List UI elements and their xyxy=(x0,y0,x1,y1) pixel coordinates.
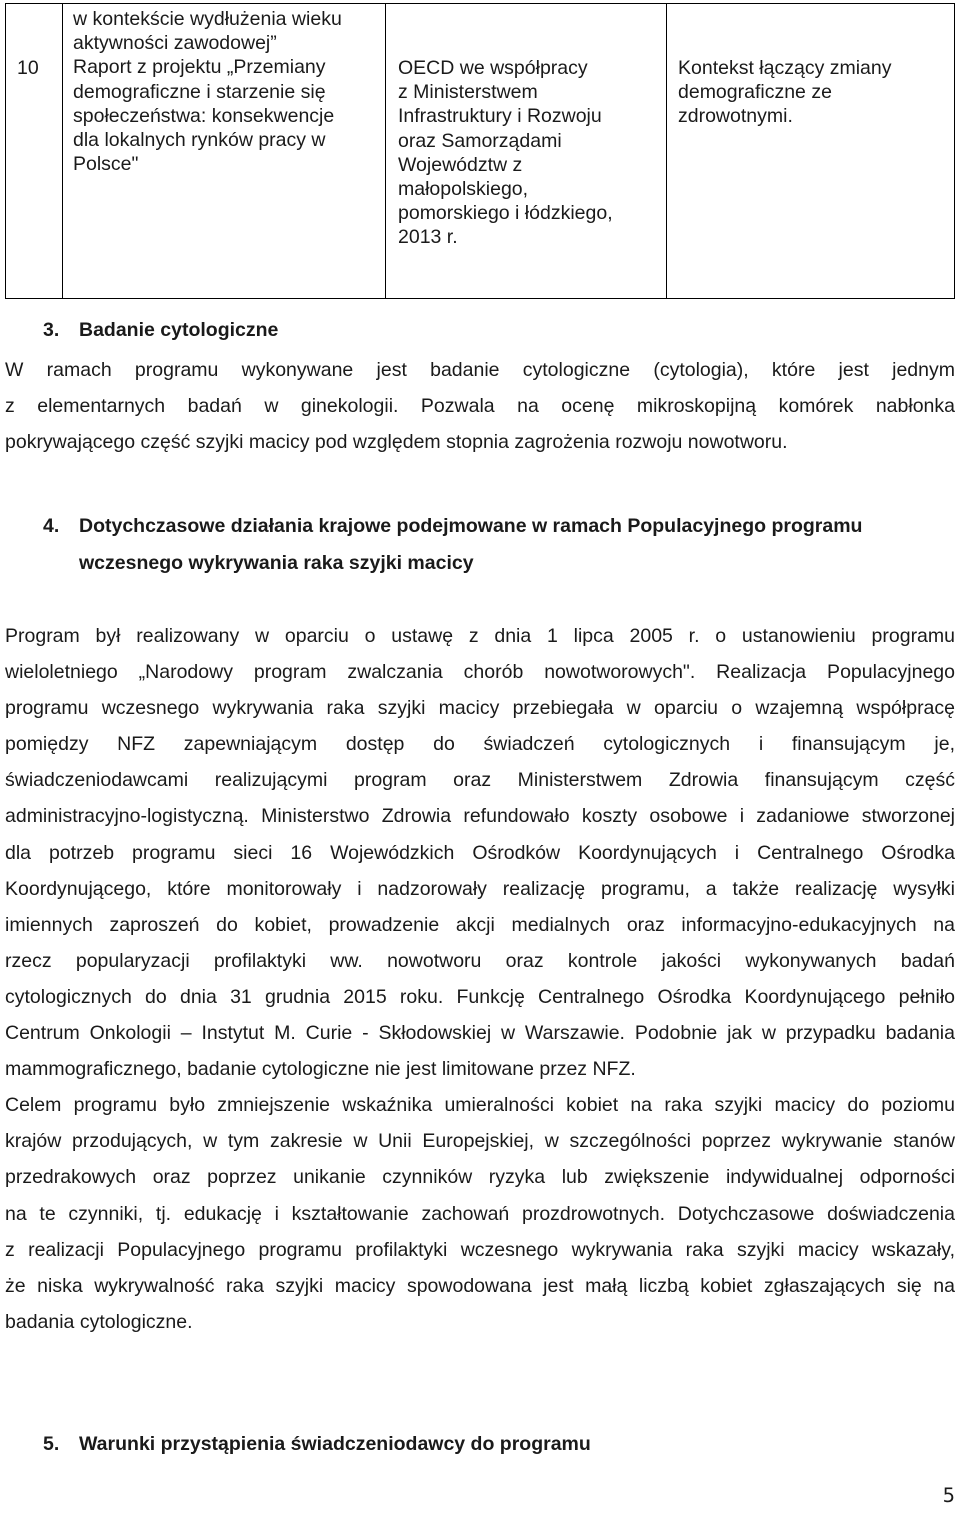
paragraph-line: świadczeniodawcami realizującymi program oraz Ministerstwem Zdrowia finansującym część xyxy=(5,769,955,792)
table-row xyxy=(6,4,955,299)
author-line: oraz Samorządami xyxy=(398,129,562,152)
paragraph-line: Program był realizowany w oparciu o ustawę z dnia 1 lipca 2005 r. o ustanowieniu programu xyxy=(5,625,955,647)
section-number: 5. xyxy=(43,1433,60,1455)
paragraph-line: imiennych zaproszeń do kobiet, prowadzenie akcji medialnych oraz informacyjno-edukacyjnych na xyxy=(5,913,955,936)
author-line: Województw z xyxy=(398,153,523,176)
title-line: społeczeństwa: konsekwencje xyxy=(73,104,335,127)
author-line: małopolskiego, xyxy=(398,178,529,201)
context-line: zdrowotnymi. xyxy=(678,105,793,128)
paragraph-line: wieloletniego „Narodowy program zwalczania chorób nowotworowych". Realizacja Populacyjnego xyxy=(5,661,955,684)
title-line: dla lokalnych rynków pracy w xyxy=(73,129,326,152)
section-5-heading xyxy=(43,1433,591,1456)
title-line: w kontekście wydłużenia wieku xyxy=(73,8,342,30)
title-line: Raport z projektu „Przemiany xyxy=(73,56,326,79)
paragraph-line: badania cytologiczne. xyxy=(5,1310,193,1333)
paragraph-line: Celem programu było zmniejszenie wskaźnika umieralności kobiet na raka szyjki macicy do poziomu xyxy=(5,1094,955,1117)
section-4-heading-continued xyxy=(79,552,474,575)
paragraph-line: przedrakowych oraz poprzez unikanie czynników ryzyka lub zwiększenie indywidualnej odporności xyxy=(5,1166,955,1189)
paragraph-line: z realizacji Populacyjnego programu profilaktyki wczesnego wykrywania raka szyjki macicy wskazały, xyxy=(5,1238,955,1261)
title-cell xyxy=(63,4,386,299)
paragraph-line: cytologicznych do dnia 31 grudnia 2015 roku. Funkcję Centralnego Ośrodka Koordynującego pełniło xyxy=(5,985,955,1008)
paragraph-line: programu wczesnego wykrywania raka szyjki macicy przebiegała w oparciu o wzajemną współpracę xyxy=(5,697,955,720)
paragraph-line: krajów przodujących, w tym zakresie w Unii Europejskiej, w szczególności poprzez wykrywanie stanów xyxy=(5,1130,955,1153)
paragraph-line: W ramach programu wykonywane jest badanie cytologiczne (cytologia), które jest jednym xyxy=(5,359,955,381)
section-title: Dotychczasowe działania krajowe podejmowane w ramach Populacyjnego programu xyxy=(79,515,863,537)
context-line: Kontekst łączący zmiany xyxy=(678,57,892,79)
paragraph-line: pomiędzy NFZ zapewniającym dostęp do świadczeń cytologicznych i finansującym je, xyxy=(5,733,955,756)
row-number: 10 xyxy=(17,57,39,79)
title-line: demograficzne i starzenie się xyxy=(73,80,326,103)
section-3-heading xyxy=(43,319,278,342)
page-number: 5 xyxy=(942,1484,955,1507)
paragraph-line: mammograficznego, badanie cytologiczne nie jest limitowane przez NFZ. xyxy=(5,1058,636,1081)
section-number: 4. xyxy=(43,515,60,537)
paragraph-line: administracyjno-logistyczną. Ministerstwo Zdrowia refundowało koszty osobowe i zadaniowe stworzonej xyxy=(5,805,955,828)
context-line: demograficzne ze xyxy=(678,81,832,104)
paragraph-line: na te czynniki, tj. edukację i kształtowanie zachowań prozdrowotnych. Dotychczasowe doświadczenia xyxy=(5,1202,955,1225)
author-line: 2013 r. xyxy=(398,226,458,249)
section-3-paragraph xyxy=(5,357,955,465)
author-line: OECD we współpracy xyxy=(398,57,588,79)
author-cell xyxy=(386,4,667,299)
author-line: z Ministerstwem xyxy=(398,81,538,104)
author-line: pomorskiego i łódzkiego, xyxy=(398,202,613,225)
section-title: Warunki przystąpienia świadczeniodawcy do programu xyxy=(79,1433,591,1455)
paragraph-line: że niska wykrywalność raka szyjki macicy spowodowana jest małą liczbą kobiet zgłaszających się na xyxy=(5,1274,955,1297)
paragraph-line: rzecz popularyzacji profilaktyki ww. nowotworu oraz kontrole jakości wykonywanych badań xyxy=(5,949,955,972)
paragraph-line: Centrum Onkologii – Instytut M. Curie - Skłodowskiej w Warszawie. Podobnie jak w przypadku badania xyxy=(5,1022,955,1045)
row-number-cell xyxy=(6,4,63,299)
author-line: Infrastruktury i Rozwoju xyxy=(398,105,602,128)
section-title: Badanie cytologiczne xyxy=(79,319,279,341)
title-line: Polsce" xyxy=(73,153,139,176)
paragraph-line: z elementarnych badań w ginekologii. Pozwala na ocenę mikroskopijną komórek nabłonka xyxy=(5,395,955,418)
section-number: 3. xyxy=(43,319,60,341)
context-cell xyxy=(667,4,955,299)
sources-table xyxy=(5,3,955,299)
paragraph-line: dla potrzeb programu sieci 16 Wojewódzkich Ośrodków Koordynujących i Centralnego Ośrodka xyxy=(5,841,955,864)
paragraph-line: Koordynującego, które monitorowały i nadzorowały realizację programu, a także realizację wysyłki xyxy=(5,877,955,900)
section-4-heading xyxy=(43,515,862,538)
paragraph-line: pokrywającego część szyjki macicy pod względem stopnia zagrożenia rozwoju nowotworu. xyxy=(5,431,788,454)
section-4-paragraph xyxy=(5,623,955,1345)
section-title: wczesnego wykrywania raka szyjki macicy xyxy=(79,552,474,574)
title-line: aktywności zawodowej” xyxy=(73,32,277,55)
